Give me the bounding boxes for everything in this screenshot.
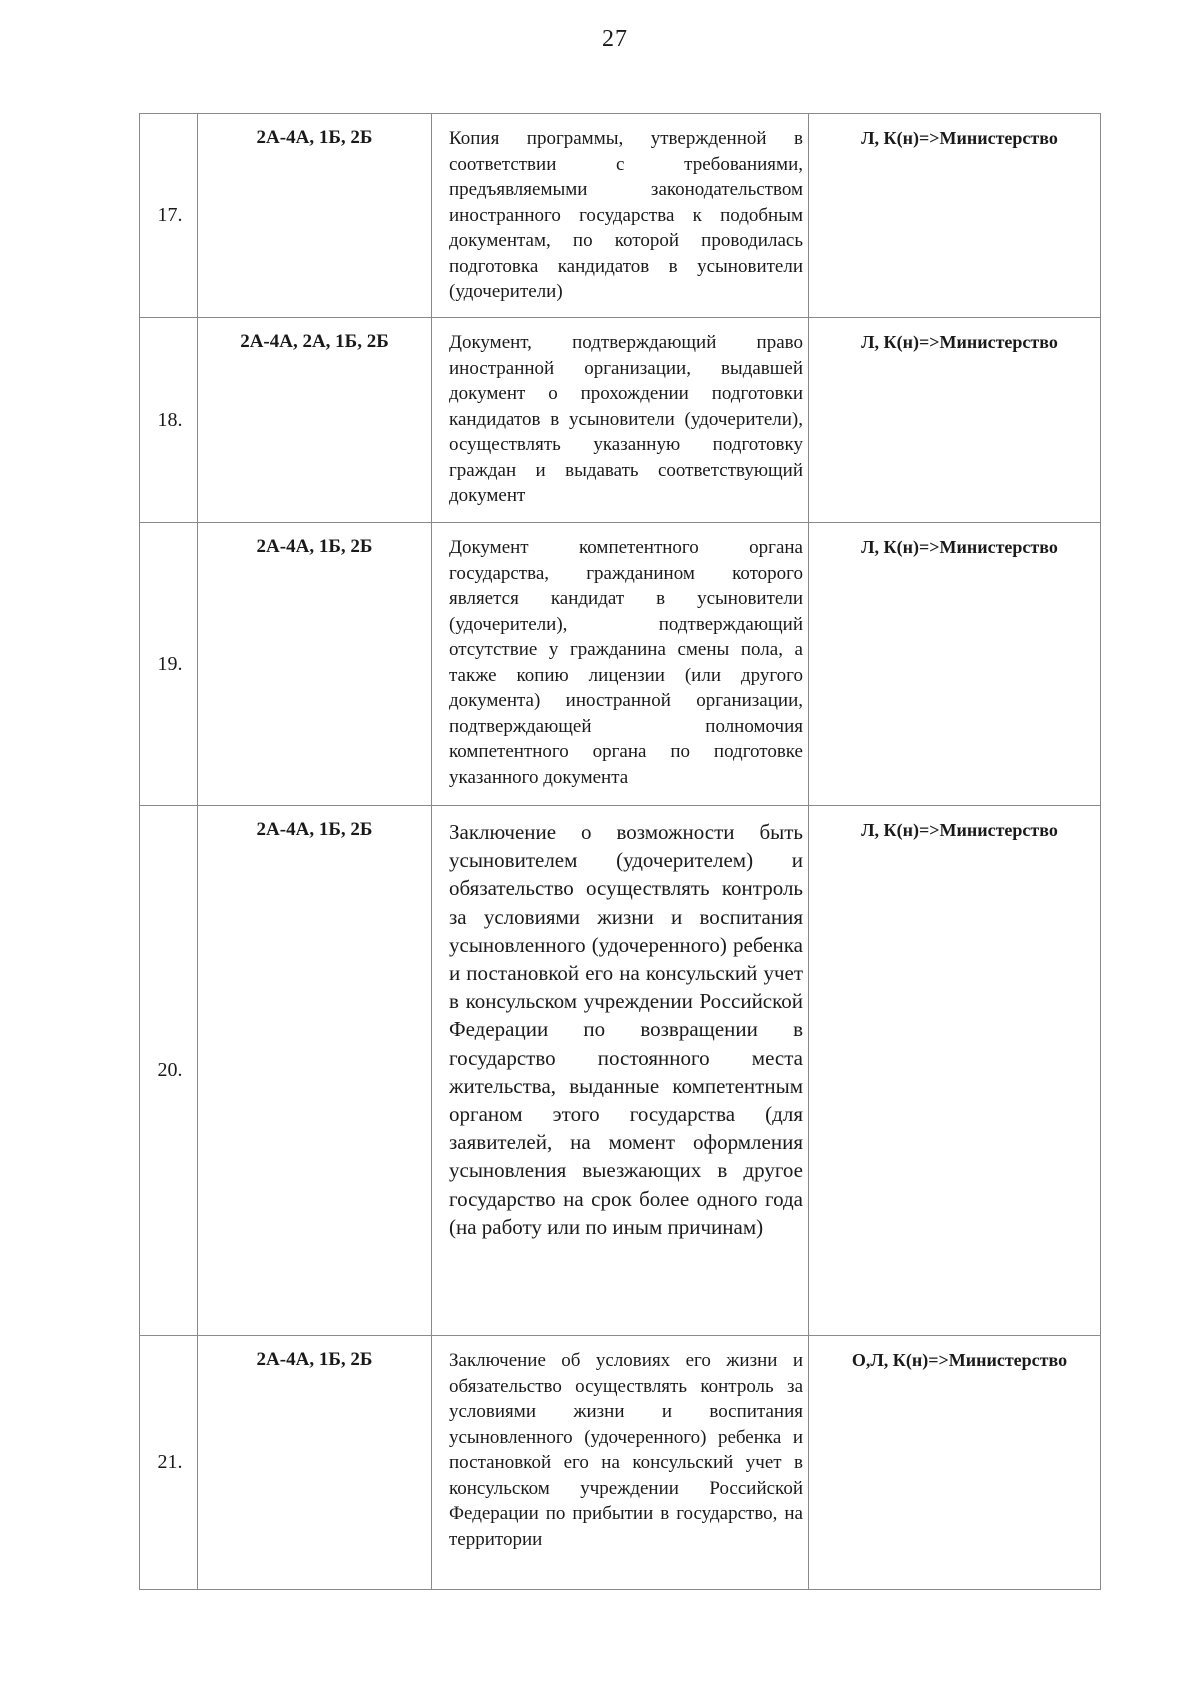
row-number: 21. — [140, 1336, 198, 1590]
document-description-cell — [432, 114, 809, 318]
submission-route: Л, К(н)=>Министерство — [809, 806, 1101, 1336]
document-description: Документ компетентного органа государства, гражданином которого является кандидат в усыновители (удочерители), подтверждающий отсутствие у гражданина смены пола, а также копию лицензии (или другого документа) иностранной организации, подтверждающей полномочия компетентного органа по подготовке указанного документа — [449, 537, 803, 788]
document-description-cell — [432, 1336, 809, 1590]
submission-route: Л, К(н)=>Министерство — [809, 523, 1101, 806]
table-row — [140, 114, 1101, 318]
document-description: Документ, подтверждающий право иностранной организации, выдавшей документ о прохождении подготовки кандидатов в усыновители (удочерители), осуществлять указанную подготовку граждан и выдавать соответствующий документ — [449, 332, 803, 506]
applicant-category-codes: 2А-4А, 1Б, 2Б — [198, 1336, 432, 1590]
document-description: Заключение о возможности быть усыновителем (удочерителем) и обязательство осуществлять контроль за условиями жизни и воспитания усыновленного (удочеренного) ребенка и постановкой его на консульский учет в консульском учреждении Российской Федерации по возвращении в государство постоянного места жительства, выданные компетентным органом этого государства (для заявителей, на момент оформления усыновления выезжающих в другое государство на срок более одного года (на работу или по иным причинам) — [449, 820, 803, 1239]
documents-table — [139, 113, 1101, 1590]
submission-route: Л, К(н)=>Министерство — [809, 318, 1101, 523]
submission-route: О,Л, К(н)=>Министерство — [809, 1336, 1101, 1590]
applicant-category-codes: 2А-4А, 1Б, 2Б — [198, 114, 432, 318]
applicant-category-codes: 2А-4А, 1Б, 2Б — [198, 806, 432, 1336]
page-number: 27 — [602, 26, 628, 52]
document-description: Заключение об условиях его жизни и обязательство осуществлять контроль за условиями жизни и воспитания усыновленного (удочеренного) ребенка и постановкой его на консульский учет в консульском учреждении Российской Федерации по прибытии в государство, на территории — [449, 1350, 803, 1550]
applicant-category-codes: 2А-4А, 1Б, 2Б — [198, 523, 432, 806]
table-row — [140, 318, 1101, 523]
table-row — [140, 1336, 1101, 1590]
document-description-cell — [432, 523, 809, 806]
applicant-category-codes: 2А-4А, 2А, 1Б, 2Б — [198, 318, 432, 523]
row-number: 20. — [140, 806, 198, 1336]
submission-route: Л, К(н)=>Министерство — [809, 114, 1101, 318]
document-description: Копия программы, утвержденной в соответствии с требованиями, предъявляемыми законодательством иностранного государства к подобным документам, по которой проводилась подготовка кандидатов в усыновители (удочерители) — [449, 128, 803, 302]
row-number: 17. — [140, 114, 198, 318]
table-row — [140, 806, 1101, 1336]
table-row — [140, 523, 1101, 806]
row-number: 19. — [140, 523, 198, 806]
row-number: 18. — [140, 318, 198, 523]
document-description-cell — [432, 318, 809, 523]
document-description-cell — [432, 806, 809, 1336]
